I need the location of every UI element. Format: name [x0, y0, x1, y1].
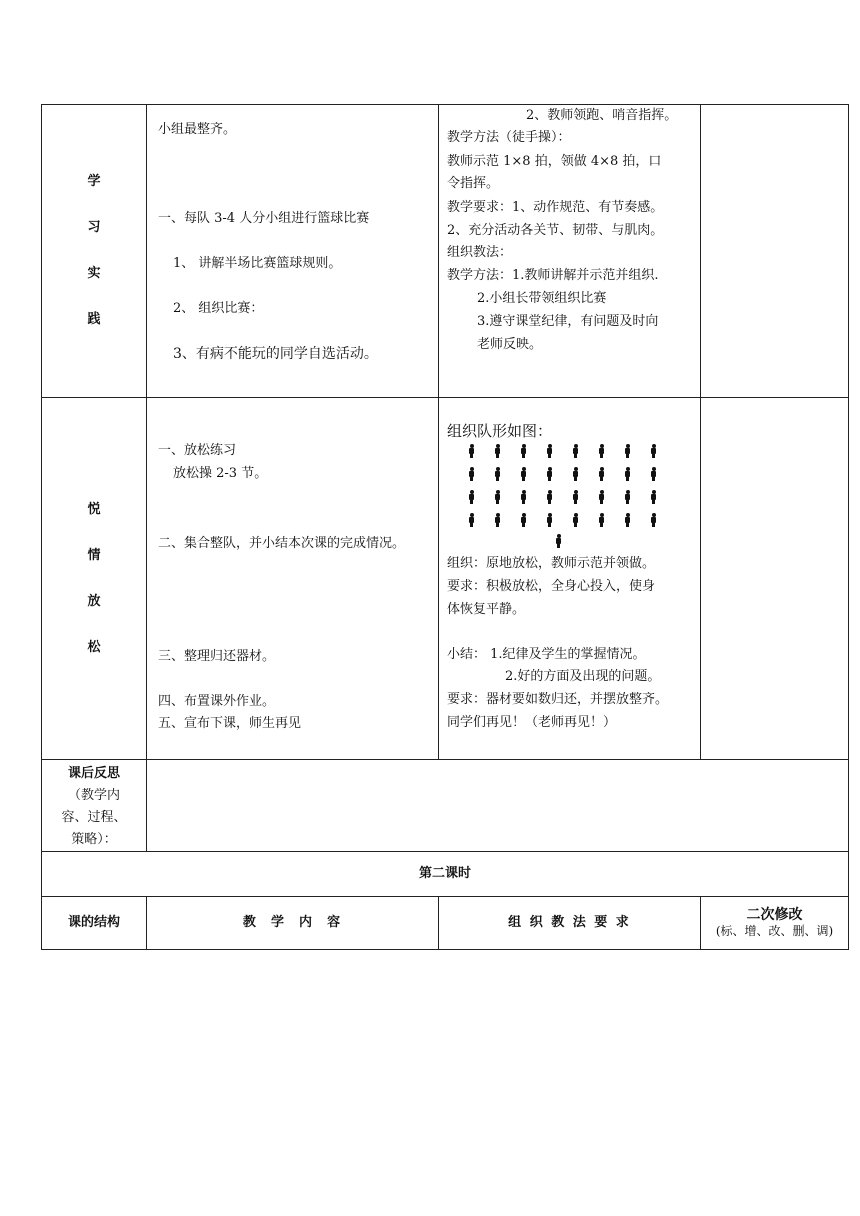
reflection-sub: （教学内: [67, 788, 120, 803]
section-relax-row: [42, 398, 849, 760]
header-revise-title: 二次修改: [746, 907, 803, 923]
reflection-body: [147, 760, 849, 852]
student-figure: [572, 467, 579, 481]
method-line: 小结： 1.纪律及学生的掌握情况。: [447, 647, 646, 662]
student-figure: [650, 490, 657, 504]
student-figure: [650, 513, 657, 527]
content-line: 五、宣布下课，师生再见: [158, 716, 302, 731]
method-line: 教学要求：1、动作规范、有节奏感。: [447, 200, 664, 215]
reflection-label: [42, 760, 147, 852]
student-figure: [650, 467, 657, 481]
student-figure: [598, 467, 605, 481]
student-figure: [520, 490, 527, 504]
student-figure: [598, 490, 605, 504]
student-figure: [598, 444, 605, 458]
method-line: 教学方法：1.教师讲解并示范并组织.: [447, 268, 659, 283]
section-practice-revise: [701, 105, 849, 398]
student-figure: [520, 467, 527, 481]
student-figure: [468, 444, 475, 458]
header-content: 教 学 内 容: [147, 897, 439, 950]
content-line: 小组最整齐。: [158, 122, 237, 137]
student-figure: [494, 490, 501, 504]
student-figure: [624, 444, 631, 458]
student-figure: [624, 490, 631, 504]
reflection-row: [42, 760, 849, 852]
content-line: 三、整理归还器材。: [158, 649, 276, 664]
section-practice-label: [42, 105, 147, 398]
reflection-sub: 策略）：: [71, 832, 117, 847]
second-lesson-title: 第二课时: [42, 852, 849, 897]
teacher-figure: [555, 534, 562, 548]
content-line: 3、有病不能玩的同学自选活动。: [173, 346, 378, 362]
method-line: 教师示范 1×8 拍，领做 4×8 拍，口: [447, 154, 662, 169]
method-line: 2、充分活动各关节、韧带、与肌肉。: [447, 223, 664, 238]
label-char: 学: [87, 174, 101, 189]
student-figure: [624, 467, 631, 481]
method-line: 体恢复平静。: [447, 602, 526, 617]
header-revise: [701, 897, 849, 950]
student-figure: [572, 513, 579, 527]
student-figure: [546, 513, 553, 527]
method-line: 3.遵守课堂纪律，有问题及时向: [477, 314, 659, 329]
header-method: 组 织 教 法 要 求: [439, 897, 701, 950]
method-line: 2、教师领跑、哨音指挥。: [526, 108, 678, 123]
method-line: 老师反映。: [477, 337, 543, 352]
content-line: 放松操 2-3 节。: [173, 466, 268, 481]
student-figure: [468, 513, 475, 527]
content-line: 一、放松练习: [158, 443, 237, 458]
header-revise-sub: (标、增、改、删、调): [715, 924, 834, 938]
section-relax-label: [42, 398, 147, 760]
student-figure: [624, 513, 631, 527]
label-char: 实: [87, 266, 101, 281]
section-relax-content: [147, 398, 439, 760]
student-figure: [546, 444, 553, 458]
content-line: 2、 组织比赛：: [173, 301, 264, 316]
content-line: 一、每队 3-4 人分小组进行篮球比赛: [158, 211, 370, 226]
student-figure: [546, 467, 553, 481]
method-line: 要求：器材要如数归还，并摆放整齐。: [447, 692, 669, 707]
reflection-sub: 容、过程、: [61, 810, 127, 825]
formation-diagram: [439, 398, 701, 558]
student-figure: [546, 490, 553, 504]
method-line: 2.小组长带领组织比赛: [477, 291, 607, 306]
method-line: 2.好的方面及出现的问题。: [505, 669, 661, 684]
method-line: 组织教法：: [447, 245, 513, 260]
method-line: 同学们再见！（老师再见！）: [447, 715, 617, 730]
formation-title: 组织队形如图：: [447, 422, 553, 440]
content-line: 1、 讲解半场比赛篮球规则。: [173, 256, 342, 271]
student-figure: [572, 490, 579, 504]
section-practice-content: [147, 105, 439, 398]
method-line: 教学方法（徒手操）：: [447, 130, 571, 145]
student-figure: [650, 444, 657, 458]
method-line: 令指挥。: [447, 176, 500, 191]
reflection-title: 课后反思: [67, 766, 120, 781]
section-relax-method: [439, 398, 701, 760]
label-char: 悦: [87, 501, 101, 517]
student-figure: [572, 444, 579, 458]
content-line: 二、集合整队，并小结本次课的完成情况。: [158, 536, 406, 551]
student-figure: [468, 467, 475, 481]
label-char: 松: [87, 639, 101, 655]
header-row: [42, 897, 849, 950]
student-figure: [468, 490, 475, 504]
section-relax-revise: [701, 398, 849, 760]
label-char: 情: [87, 547, 101, 563]
section-practice-row: [42, 105, 849, 398]
label-char: 习: [87, 220, 101, 235]
student-figure: [520, 444, 527, 458]
content-line: 四、布置课外作业。: [158, 694, 276, 709]
student-figure: [520, 513, 527, 527]
method-line: 组织：原地放松，教师示范并领做。: [447, 556, 656, 571]
header-structure: 课的结构: [42, 897, 147, 950]
label-char: 放: [87, 593, 101, 609]
second-lesson-row: [42, 852, 849, 897]
student-figure: [494, 444, 501, 458]
method-line: 要求：积极放松，全身心投入，使身: [447, 579, 656, 594]
label-char: 践: [87, 312, 101, 327]
section-practice-method: [439, 105, 701, 398]
student-figure: [598, 513, 605, 527]
student-figure: [494, 467, 501, 481]
student-figure: [494, 513, 501, 527]
lesson-plan-table: [41, 104, 849, 950]
